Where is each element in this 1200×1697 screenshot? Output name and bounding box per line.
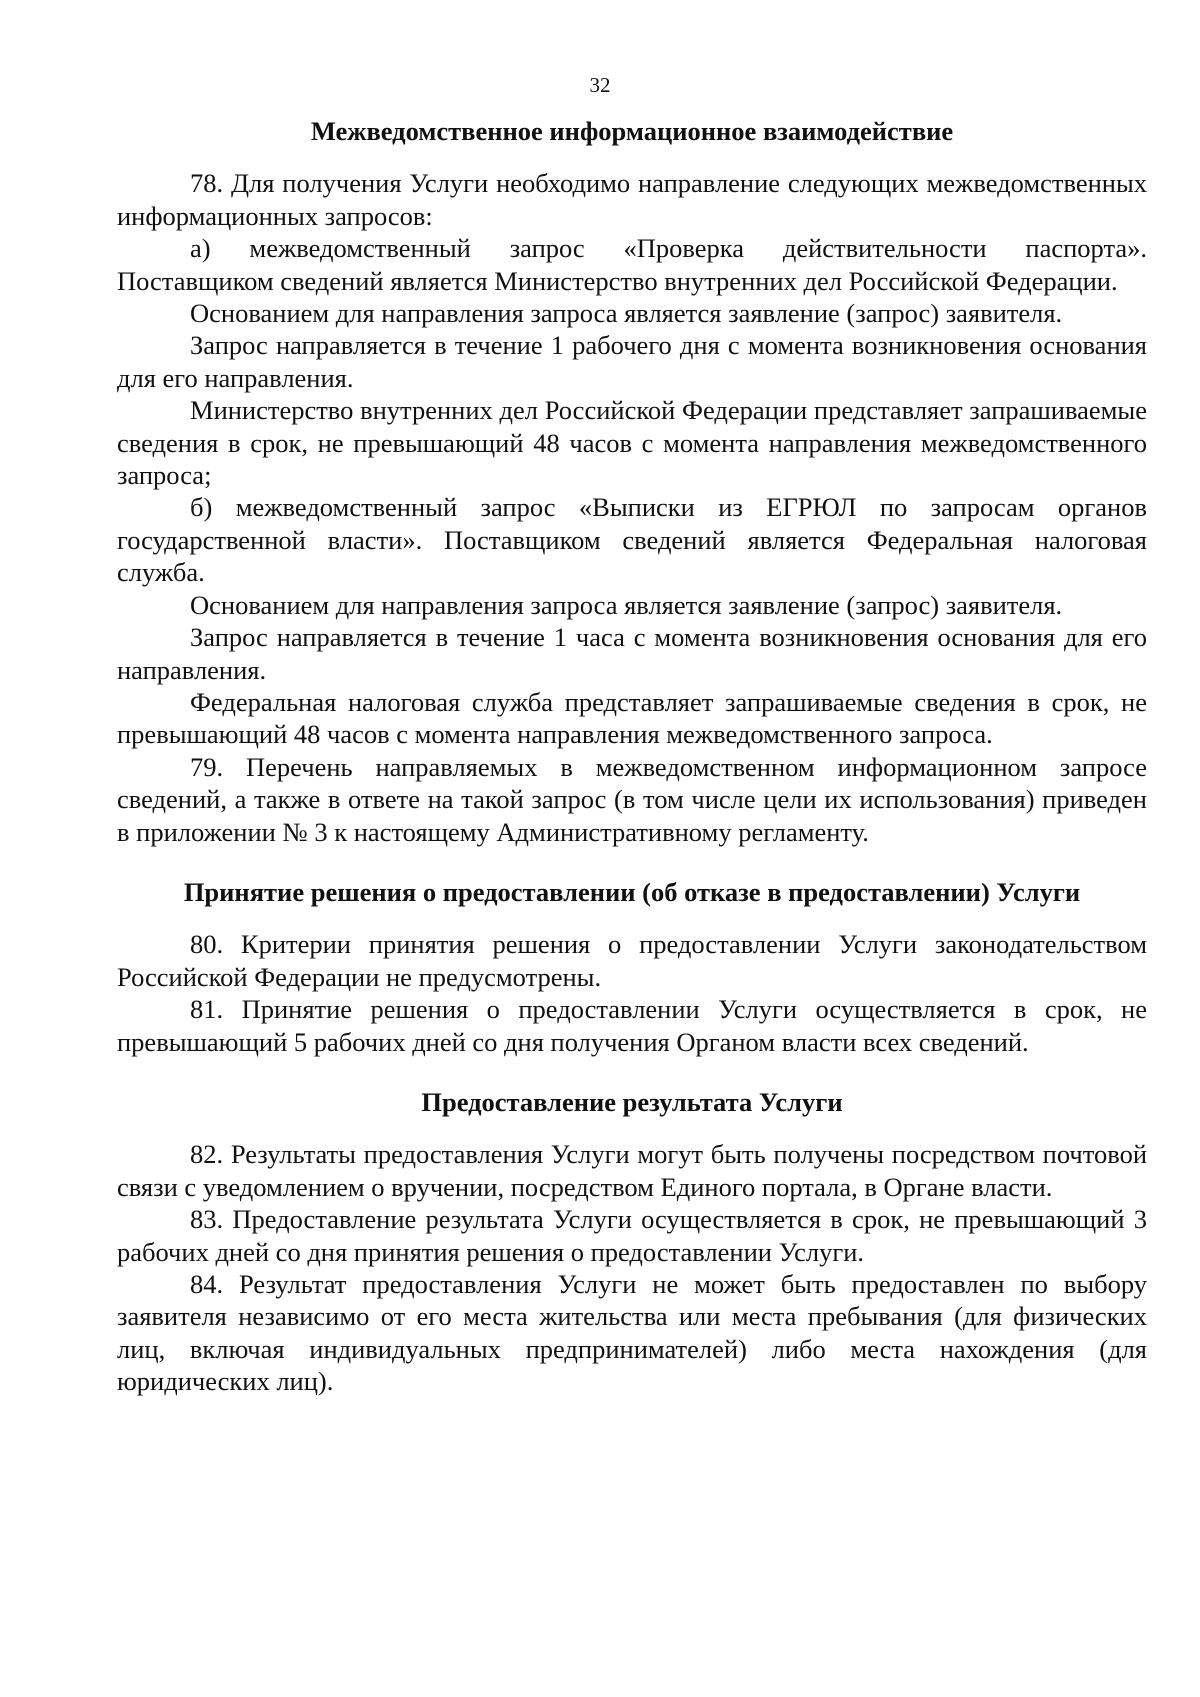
paragraph: Запрос направляется в течение 1 часа с момента возникновения основания для его направления. [117,622,1147,685]
paragraph-78a: а) межведомственный запрос «Проверка действительности паспорта». Поставщиком сведений является Министерство внутренних дел Российской Федерации. [117,233,1147,296]
paragraph: Федеральная налоговая служба представляет запрашиваемые сведения в срок, не превышающий 48 часов с момента направления межведомственного запроса. [117,686,1147,750]
paragraph-83: 83. Предоставление результата Услуги осуществляется в срок, не превышающий 3 рабочих дней со дня принятия решения о предоставлении Услуги. [117,1204,1147,1267]
paragraph: Запрос направляется в течение 1 рабочего дня с момента возникновения основания для его направления. [117,330,1147,393]
page-number: 32 [589,73,611,97]
paragraph-81: 81. Принятие решения о предоставлении Услуги осуществляется в срок, не превышающий 5 рабочих дней со дня получения Органом власти всех сведений. [117,994,1147,1057]
paragraph-82: 82. Результаты предоставления Услуги могут быть получены посредством почтовой связи с уведомлением о вручении, посредством Единого портала, в Органе власти. [117,1139,1147,1202]
paragraph: Основанием для направления запроса является заявление (запрос) заявителя. [190,589,1063,620]
paragraph: Основанием для направления запроса является заявление (запрос) заявителя. [190,298,1063,329]
section-heading: Предоставление результата Услуги [421,1086,843,1117]
paragraph: Министерство внутренних дел Российской Федерации представляет запрашиваемые сведения в срок, не превышающий 48 часов с момента направления межведомственного запроса; [117,395,1147,491]
section-heading: Межведомственное информационное взаимодействие [310,116,954,146]
paragraph-78: 78. Для получения Услуги необходимо направление следующих межведомственных информационных запросов: [117,168,1147,231]
paragraph-84: 84. Результат предоставления Услуги не может быть предоставлен по выбору заявителя независимо от его места жительства или места пребывания (для физических лиц, включая индивидуальных предпринимателей) либо места нахождения (для юридических лиц). [117,1269,1147,1397]
section-result-delivery [117,1086,1147,1398]
section-heading: Принятие решения о предоставлении (об отказе в предоставлении) Услуги [183,876,1081,907]
paragraph-79: 79. Перечень направляемых в межведомственном информационном запросе сведений, а также в ответе на такой запрос (в том числе цели их использования) приведен в приложении № 3 к настоящему Административному регламенту. [117,751,1147,847]
document-body [117,115,1147,1398]
section-decision [117,876,1147,1058]
paragraph-78b: б) межведомственный запрос «Выписки из ЕГРЮЛ по запросам органов государственной власти». Поставщиком сведений является Федеральная налоговая служба. [117,492,1147,588]
paragraph-80: 80. Критерии принятия решения о предоставлении Услуги законодательством Российской Федерации не предусмотрены. [117,929,1147,992]
section-interagency-interaction [117,115,1147,848]
